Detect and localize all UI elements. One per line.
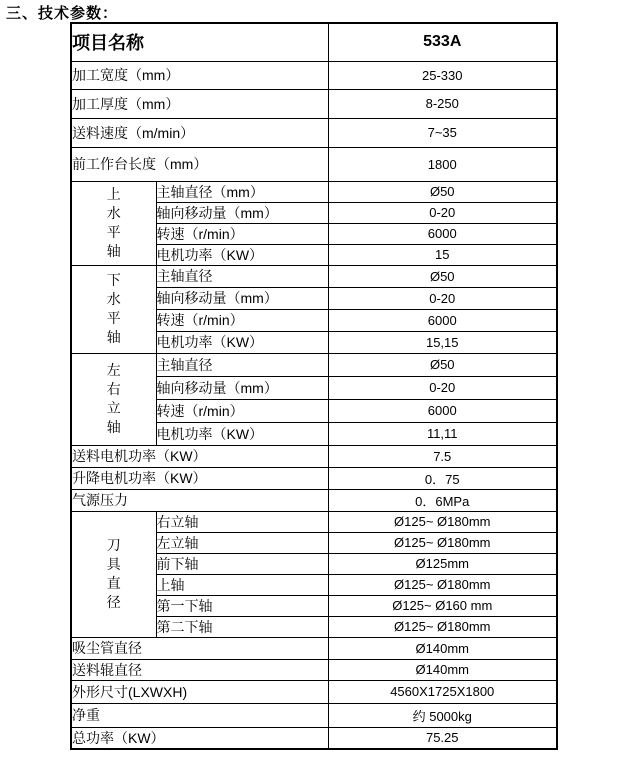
table-row: [71, 659, 557, 680]
row-label: 加工宽度（mm）: [71, 61, 328, 89]
group-label-left-right-vertical-spindle: [71, 353, 156, 445]
table-row: [71, 637, 557, 659]
row-value: Ø140mm: [328, 637, 557, 659]
row-value: 25-330: [328, 61, 557, 89]
row-value: Ø140mm: [328, 659, 557, 680]
row-value: Ø125mm: [328, 553, 557, 574]
row-value: 0．75: [328, 467, 557, 489]
table-row: [71, 703, 557, 727]
row-label: 送料速度（m/min）: [71, 118, 328, 147]
group-label-lower-horizontal-spindle: [71, 265, 156, 353]
table-row: [71, 727, 557, 749]
table-row: [71, 445, 557, 467]
table-row: [71, 467, 557, 489]
row-value: 1800: [328, 147, 557, 181]
row-value: 15: [328, 244, 557, 265]
row-label: 电机功率（KW）: [156, 244, 328, 265]
row-label: 送料辊直径: [71, 659, 328, 680]
group-label-text: 刀具直径: [106, 537, 121, 610]
table-row: [71, 181, 557, 202]
row-label: 加工厚度（mm）: [71, 89, 328, 118]
row-value: 11,11: [328, 422, 557, 445]
row-value: 6000: [328, 309, 557, 331]
row-value: 7~35: [328, 118, 557, 147]
row-label: 主轴直径: [156, 353, 328, 376]
table-row: [71, 147, 557, 181]
row-value: 0-20: [328, 202, 557, 223]
row-value: Ø125~ Ø180mm: [328, 574, 557, 595]
row-label: 送料电机功率（KW）: [71, 445, 328, 467]
row-value: Ø125~ Ø180mm: [328, 511, 557, 532]
group-label-upper-horizontal-spindle: [71, 181, 156, 265]
table-row: [71, 89, 557, 118]
row-label: 气源压力: [71, 489, 328, 511]
header-model: 533A: [328, 23, 557, 61]
row-value: 6000: [328, 399, 557, 422]
section-title: 三、技术参数：: [6, 5, 119, 22]
row-value: Ø125~ Ø180mm: [328, 532, 557, 553]
row-label: 电机功率（KW）: [156, 422, 328, 445]
row-label: 吸尘管直径: [71, 637, 328, 659]
row-value: Ø125~ Ø160 mm: [328, 595, 557, 616]
row-label: 轴向移动量（mm）: [156, 202, 328, 223]
row-value: 7.5: [328, 445, 557, 467]
table-row: [71, 489, 557, 511]
row-value: 0-20: [328, 287, 557, 309]
row-label: 外形尺寸(LXWXH): [71, 680, 328, 703]
row-value: 4560X1725X1800: [328, 680, 557, 703]
header-item-name: 项目名称: [71, 23, 328, 61]
row-label: 转速（r/min）: [156, 309, 328, 331]
row-label: 第二下轴: [156, 616, 328, 637]
table-row: [71, 265, 557, 287]
group-label-tool-diameter: [71, 511, 156, 637]
row-value: 6000: [328, 223, 557, 244]
row-label: 上轴: [156, 574, 328, 595]
row-label: 主轴直径: [156, 265, 328, 287]
row-label: 左立轴: [156, 532, 328, 553]
row-label: 转速（r/min）: [156, 223, 328, 244]
row-label: 升降电机功率（KW）: [71, 467, 328, 489]
row-value: Ø50: [328, 181, 557, 202]
table-row: [71, 511, 557, 532]
row-value: 8-250: [328, 89, 557, 118]
row-label: 右立轴: [156, 511, 328, 532]
spec-table: [70, 22, 558, 750]
row-label: 净重: [71, 703, 328, 727]
row-value: Ø50: [328, 265, 557, 287]
table-row: [71, 680, 557, 703]
group-label-text: 上水平轴: [106, 186, 121, 259]
row-label: 主轴直径（mm）: [156, 181, 328, 202]
group-label-text: 左右立轴: [106, 362, 121, 435]
row-label: 前下轴: [156, 553, 328, 574]
row-label: 第一下轴: [156, 595, 328, 616]
row-label: 前工作台长度（mm）: [71, 147, 328, 181]
row-value: 0．6MPa: [328, 489, 557, 511]
row-value: 15,15: [328, 331, 557, 353]
table-row: [71, 353, 557, 376]
row-value: 75.25: [328, 727, 557, 749]
group-label-text: 下水平轴: [106, 272, 121, 345]
table-header-row: [71, 23, 557, 61]
row-label: 轴向移动量（mm）: [156, 287, 328, 309]
row-label: 转速（r/min）: [156, 399, 328, 422]
row-value: Ø50: [328, 353, 557, 376]
table-row: [71, 61, 557, 89]
table-row: [71, 118, 557, 147]
row-label: 电机功率（KW）: [156, 331, 328, 353]
row-label: 轴向移动量（mm）: [156, 376, 328, 399]
row-value: 约 5000kg: [328, 703, 557, 727]
row-value: Ø125~ Ø180mm: [328, 616, 557, 637]
row-value: 0-20: [328, 376, 557, 399]
row-label: 总功率（KW）: [71, 727, 328, 749]
